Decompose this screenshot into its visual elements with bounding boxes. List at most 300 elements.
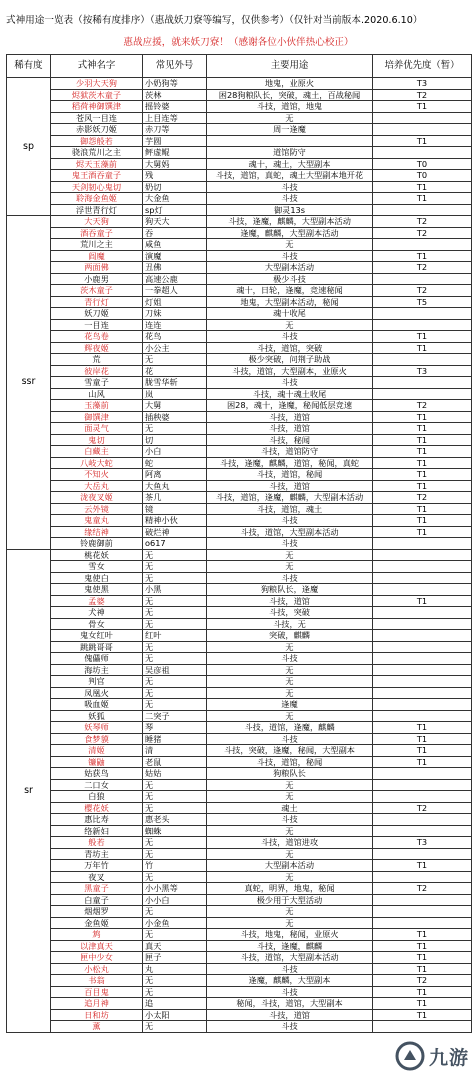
table-row <box>7 78 472 90</box>
watermark <box>359 1038 469 1074</box>
table-row <box>7 1021 472 1033</box>
header-nickname: 常见外号 <box>143 55 207 78</box>
main-use-cell: 斗技，突破，逢魔，秘闻，大型副本 <box>207 745 373 757</box>
table-row <box>7 733 472 745</box>
shikigami-name-cell: 大天狗 <box>51 216 143 228</box>
main-use-cell: 斗技，道馆，地鬼 <box>207 101 373 113</box>
header-name: 式神名字 <box>51 55 143 78</box>
main-use-cell: 斗技 <box>207 377 373 389</box>
shikigami-name-cell: 鸩 <box>51 929 143 941</box>
main-use-cell: 斗技 <box>207 963 373 975</box>
shikigami-name-cell: 判官 <box>51 676 143 688</box>
priority-cell <box>373 124 472 136</box>
table-row <box>7 423 472 435</box>
table-row <box>7 538 472 550</box>
main-use-cell: 斗技，道馆，魂土 <box>207 503 373 515</box>
nickname-cell: 上目连等 <box>143 112 207 124</box>
main-use-cell: 斗技 <box>207 814 373 826</box>
nickname-cell: 小小黑等 <box>143 883 207 895</box>
shikigami-name-cell: 泷夜叉姬 <box>51 492 143 504</box>
nickname-cell: 无 <box>143 607 207 619</box>
table-row <box>7 170 472 182</box>
shikigami-name-cell: 烟烟罗 <box>51 906 143 918</box>
table-row <box>7 825 472 837</box>
nickname-cell: 红叶 <box>143 630 207 642</box>
table-row <box>7 676 472 688</box>
priority-cell: T1 <box>373 135 472 147</box>
table-row <box>7 653 472 665</box>
priority-cell: T2 <box>373 285 472 297</box>
shikigami-name-cell: 稻荷神御馔津 <box>51 101 143 113</box>
shikigami-name-cell: 鬼切 <box>51 434 143 446</box>
table-row <box>7 89 472 101</box>
nickname-cell: 无 <box>143 641 207 653</box>
table-row <box>7 469 472 481</box>
nickname-cell: 大鱼丸 <box>143 480 207 492</box>
table-row <box>7 630 472 642</box>
nickname-cell: 小白 <box>143 446 207 458</box>
table-row <box>7 503 472 515</box>
nickname-cell: 蜘蛛 <box>143 825 207 837</box>
main-use-cell: 大型副本活动 <box>207 860 373 872</box>
priority-cell <box>373 147 472 159</box>
shikigami-name-cell: 鬼王酒吞童子 <box>51 170 143 182</box>
main-use-cell: 斗技 <box>207 515 373 527</box>
main-use-cell: 无 <box>207 710 373 722</box>
table-row <box>7 814 472 826</box>
table-row <box>7 285 472 297</box>
priority-cell <box>373 584 472 596</box>
priority-cell <box>373 319 472 331</box>
nickname-cell: 精神小伙 <box>143 515 207 527</box>
main-use-cell: 无 <box>207 825 373 837</box>
priority-cell <box>373 917 472 929</box>
priority-cell <box>373 239 472 251</box>
priority-cell <box>373 871 472 883</box>
shikigami-name-cell: 酒吞童子 <box>51 227 143 239</box>
rarity-cell: sr <box>7 549 51 1032</box>
shikigami-name-cell: 烬狱茨木童子 <box>51 89 143 101</box>
nickname-cell: 琴 <box>143 722 207 734</box>
priority-cell <box>373 377 472 389</box>
main-use-cell: 魂十收尾 <box>207 308 373 320</box>
main-use-cell: 魂十，日轮，逢魔，竞速秘闻 <box>207 285 373 297</box>
nickname-cell: 小公主 <box>143 342 207 354</box>
nickname-cell: 无 <box>143 676 207 688</box>
shikigami-name-cell: 百目鬼 <box>51 986 143 998</box>
main-use-cell: 无 <box>207 676 373 688</box>
priority-cell <box>373 354 472 366</box>
shikigami-name-cell: 两面佛 <box>51 262 143 274</box>
priority-cell: T1 <box>373 756 472 768</box>
priority-cell: T1 <box>373 940 472 952</box>
priority-cell: T0 <box>373 170 472 182</box>
nickname-cell: 无 <box>143 837 207 849</box>
shikigami-name-cell: 日和坊 <box>51 1009 143 1021</box>
nickname-cell: 演魔 <box>143 250 207 262</box>
table-header-row <box>7 55 472 78</box>
main-use-cell: 斗技，道馆，大型副本，业原火 <box>207 365 373 377</box>
table-row <box>7 860 472 872</box>
shikigami-name-cell: 骨女 <box>51 618 143 630</box>
main-use-cell: 斗技 <box>207 1021 373 1033</box>
table-row <box>7 802 472 814</box>
table-row <box>7 124 472 136</box>
priority-cell <box>373 791 472 803</box>
main-use-cell: 斗技，魂十魂土收尾 <box>207 388 373 400</box>
main-use-cell: 斗技 <box>207 733 373 745</box>
header-rarity: 稀有度 <box>7 55 51 78</box>
main-use-cell: 斗技，道馆 <box>207 595 373 607</box>
main-use-cell: 斗技，道馆，突破 <box>207 342 373 354</box>
main-use-cell <box>207 135 373 147</box>
table-row <box>7 618 472 630</box>
priority-cell: T1 <box>373 860 472 872</box>
shikigami-name-cell: 青坊主 <box>51 848 143 860</box>
main-use-cell: 困28，魂十，逢魔，秘闻低层竞速 <box>207 400 373 412</box>
table-row <box>7 1009 472 1021</box>
nickname-cell: 小金鱼 <box>143 917 207 929</box>
shikigami-name-cell: 彼岸花 <box>51 365 143 377</box>
shikigami-name-cell: 薰 <box>51 1021 143 1033</box>
nickname-cell: 无 <box>143 687 207 699</box>
table-row <box>7 457 472 469</box>
table-row <box>7 147 472 159</box>
main-use-cell: 无 <box>207 641 373 653</box>
table-body <box>7 78 472 1033</box>
nickname-cell: 摇铃婆 <box>143 101 207 113</box>
main-use-cell: 狗粮队长 <box>207 768 373 780</box>
shikigami-name-cell: 小松丸 <box>51 963 143 975</box>
shikigami-name-cell: 般若 <box>51 837 143 849</box>
nickname-cell: 无 <box>143 929 207 941</box>
main-use-cell: 无 <box>207 664 373 676</box>
priority-cell: T1 <box>373 503 472 515</box>
main-use-cell: 道馆防守 <box>207 147 373 159</box>
nickname-cell: 大金鱼 <box>143 193 207 205</box>
shikigami-name-cell: 茨木童子 <box>51 285 143 297</box>
shikigami-name-cell: 夜叉 <box>51 871 143 883</box>
shikigami-name-cell: 清姬 <box>51 745 143 757</box>
main-use-cell: 斗技，道馆 <box>207 423 373 435</box>
shikigami-name-cell: 天剑韧心鬼切 <box>51 181 143 193</box>
table-row <box>7 354 472 366</box>
table-row <box>7 768 472 780</box>
shikigami-name-cell: 不知火 <box>51 469 143 481</box>
shikigami-name-cell: 铃鹿御前 <box>51 538 143 550</box>
nickname-cell: 蛇 <box>143 457 207 469</box>
shikigami-name-cell: 云外镜 <box>51 503 143 515</box>
main-use-cell: 斗技，地鬼，秘闻，业原火 <box>207 929 373 941</box>
table-row <box>7 331 472 343</box>
table-row <box>7 319 472 331</box>
table-row <box>7 492 472 504</box>
table-row <box>7 871 472 883</box>
table-row <box>7 894 472 906</box>
table-row <box>7 446 472 458</box>
shikigami-name-cell: 大岳丸 <box>51 480 143 492</box>
nickname-cell: 吴彦祖 <box>143 664 207 676</box>
priority-cell: T2 <box>373 216 472 228</box>
table-row <box>7 400 472 412</box>
table-row <box>7 963 472 975</box>
main-use-cell: 无 <box>207 791 373 803</box>
rarity-cell: sp <box>7 78 51 216</box>
watermark-text: 九游 <box>428 1046 469 1069</box>
priority-cell <box>373 906 472 918</box>
table-row <box>7 112 472 124</box>
shikigami-name-cell: 聆海金鱼姬 <box>51 193 143 205</box>
nickname-cell: 无 <box>143 791 207 803</box>
shikigami-name-cell: 山风 <box>51 388 143 400</box>
nickname-cell: 无 <box>143 699 207 711</box>
shikigami-name-cell: 食梦貘 <box>51 733 143 745</box>
main-use-cell: 无 <box>207 917 373 929</box>
shikigami-name-cell: 二口女 <box>51 779 143 791</box>
table-row <box>7 181 472 193</box>
priority-cell: T1 <box>373 181 472 193</box>
nickname-cell: 竹 <box>143 860 207 872</box>
nickname-cell: 一拳超人 <box>143 285 207 297</box>
shikigami-name-cell: 烬天玉藻前 <box>51 158 143 170</box>
priority-cell: T2 <box>373 89 472 101</box>
main-use-cell: 无 <box>207 549 373 561</box>
table-row <box>7 480 472 492</box>
nickname-cell: 连连 <box>143 319 207 331</box>
priority-cell: T1 <box>373 423 472 435</box>
main-use-cell: 斗技，秘闻 <box>207 434 373 446</box>
shikigami-name-cell: 妖刀姬 <box>51 308 143 320</box>
priority-cell <box>373 664 472 676</box>
main-use-cell: 斗技，道馆，秘闻 <box>207 469 373 481</box>
main-use-cell: 逢魔，麒麟，大型副本 <box>207 975 373 987</box>
shikigami-name-cell: 少羽大天狗 <box>51 78 143 90</box>
main-use-cell: 斗技，突破 <box>207 607 373 619</box>
shikigami-name-cell: 吸血姬 <box>51 699 143 711</box>
table-row <box>7 377 472 389</box>
table-row <box>7 779 472 791</box>
main-use-cell: 魂十，魂土，大型副本 <box>207 158 373 170</box>
nickname-cell: 破烂神 <box>143 526 207 538</box>
main-use-cell: 斗技，道馆 <box>207 1009 373 1021</box>
nickname-cell: 无 <box>143 802 207 814</box>
shikigami-name-cell: 妖狐 <box>51 710 143 722</box>
main-use-cell: 真蛇，明界，地鬼，秘闻 <box>207 883 373 895</box>
table-row <box>7 641 472 653</box>
main-use-cell: 狗粮队长，逢魔 <box>207 584 373 596</box>
priority-cell: T1 <box>373 480 472 492</box>
nickname-cell: 无 <box>143 906 207 918</box>
priority-cell <box>373 618 472 630</box>
priority-cell <box>373 676 472 688</box>
main-use-cell: 无 <box>207 906 373 918</box>
table-row <box>7 515 472 527</box>
table-row <box>7 434 472 446</box>
shikigami-name-cell: 凤凰火 <box>51 687 143 699</box>
priority-cell: T1 <box>373 515 472 527</box>
priority-cell <box>373 572 472 584</box>
nickname-cell: 岚 <box>143 388 207 400</box>
priority-cell: T1 <box>373 952 472 964</box>
shikigami-name-cell: 海坊主 <box>51 664 143 676</box>
priority-cell: T1 <box>373 1009 472 1021</box>
nickname-cell: 无 <box>143 618 207 630</box>
shikigami-name-cell: 镰鼬 <box>51 756 143 768</box>
shikigami-name-cell: 御怨般若 <box>51 135 143 147</box>
shikigami-name-cell: 桃花妖 <box>51 549 143 561</box>
main-use-cell: 逢魔 <box>207 699 373 711</box>
main-use-cell: 斗技 <box>207 250 373 262</box>
nickname-cell: 奶切 <box>143 181 207 193</box>
main-use-cell: 斗技，道馆进攻 <box>207 837 373 849</box>
priority-cell <box>373 1021 472 1033</box>
priority-cell: T1 <box>373 446 472 458</box>
nickname-cell: 无 <box>143 975 207 987</box>
nickname-cell: 芋圆 <box>143 135 207 147</box>
shikigami-name-cell: 雪女 <box>51 561 143 573</box>
shikigami-name-cell: 姑获鸟 <box>51 768 143 780</box>
shikigami-name-cell: 惠比寿 <box>51 814 143 826</box>
header-main-use: 主要用途 <box>207 55 373 78</box>
shikigami-name-cell: 浮世青行灯 <box>51 204 143 216</box>
table-row <box>7 710 472 722</box>
priority-cell <box>373 641 472 653</box>
main-use-cell: 斗技 <box>207 572 373 584</box>
table-row <box>7 342 472 354</box>
table-row <box>7 791 472 803</box>
nickname-cell: 小黑 <box>143 584 207 596</box>
table-row <box>7 595 472 607</box>
shikigami-name-cell: 金鱼姬 <box>51 917 143 929</box>
table-row <box>7 365 472 377</box>
main-use-cell: 地鬼，大型副本活动，秘闻 <box>207 296 373 308</box>
shikigami-name-cell: 鬼女红叶 <box>51 630 143 642</box>
table-row <box>7 239 472 251</box>
main-use-cell: 斗技 <box>207 193 373 205</box>
priority-cell: T3 <box>373 365 472 377</box>
table-row <box>7 917 472 929</box>
priority-cell: T1 <box>373 745 472 757</box>
nickname-cell: 丸 <box>143 963 207 975</box>
table-row <box>7 929 472 941</box>
priority-cell: T1 <box>373 963 472 975</box>
nickname-cell: 无 <box>143 354 207 366</box>
priority-cell: T2 <box>373 400 472 412</box>
shikigami-name-cell: 白藏主 <box>51 446 143 458</box>
priority-cell: T3 <box>373 837 472 849</box>
main-use-cell: 无 <box>207 112 373 124</box>
table-row <box>7 308 472 320</box>
main-use-cell: 斗技，道馆防守 <box>207 446 373 458</box>
table-row <box>7 664 472 676</box>
nickname-cell: 匣子 <box>143 952 207 964</box>
priority-cell: T1 <box>373 342 472 354</box>
main-use-cell: 突破，麒麟 <box>207 630 373 642</box>
shikigami-name-cell: 白狼 <box>51 791 143 803</box>
header-priority: 培养优先度（暂） <box>373 55 472 78</box>
nickname-cell: 真天 <box>143 940 207 952</box>
priority-cell: T1 <box>373 250 472 262</box>
nickname-cell: 吞 <box>143 227 207 239</box>
table-row <box>7 756 472 768</box>
table-row <box>7 722 472 734</box>
shikigami-name-cell: 花鸟卷 <box>51 331 143 343</box>
priority-cell: T2 <box>373 227 472 239</box>
priority-cell <box>373 549 472 561</box>
nickname-cell: 惠老头 <box>143 814 207 826</box>
table-row <box>7 940 472 952</box>
shikigami-name-cell: 犬神 <box>51 607 143 619</box>
shikigami-name-cell: 一目连 <box>51 319 143 331</box>
table-row <box>7 204 472 216</box>
nickname-cell: 花 <box>143 365 207 377</box>
table-row <box>7 262 472 274</box>
nickname-cell: 无 <box>143 423 207 435</box>
nickname-cell: 无 <box>143 561 207 573</box>
main-use-cell: 斗技，道馆，逢魔，麒麟，大型副本活动 <box>207 492 373 504</box>
priority-cell: T3 <box>373 78 472 90</box>
priority-cell <box>373 848 472 860</box>
shikigami-name-cell: 以津真天 <box>51 940 143 952</box>
nickname-cell: 追 <box>143 998 207 1010</box>
shikigami-name-cell: 追月神 <box>51 998 143 1010</box>
main-use-cell: 极少用于大型活动 <box>207 894 373 906</box>
main-use-cell: 无 <box>207 687 373 699</box>
nickname-cell: o617 <box>143 538 207 550</box>
table-row <box>7 607 472 619</box>
main-use-cell: 魂土 <box>207 802 373 814</box>
table-row <box>7 699 472 711</box>
shikigami-name-cell: 鬼使黑 <box>51 584 143 596</box>
main-use-cell: 御灵13s <box>207 204 373 216</box>
nickname-cell: 无 <box>143 871 207 883</box>
shikigami-name-cell: 络新妇 <box>51 825 143 837</box>
priority-cell <box>373 653 472 665</box>
table-row <box>7 572 472 584</box>
shikigami-name-cell: 鬼使白 <box>51 572 143 584</box>
shikigami-name-cell: 小鹿男 <box>51 273 143 285</box>
main-use-cell: 斗技 <box>207 653 373 665</box>
table-row <box>7 296 472 308</box>
shikigami-name-cell: 缘结神 <box>51 526 143 538</box>
shikigami-name-cell: 鬼童丸 <box>51 515 143 527</box>
shikigami-name-cell: 书翁 <box>51 975 143 987</box>
main-use-cell: 斗技，逢魔，麒麟，道馆，秘闻，真蛇 <box>207 457 373 469</box>
table-row <box>7 411 472 423</box>
main-use-cell: 周一逢魔 <box>207 124 373 136</box>
priority-cell: T1 <box>373 929 472 941</box>
main-use-cell: 斗技，道馆，真蛇，魂土大型副本地开花 <box>207 170 373 182</box>
nickname-cell: 灯姐 <box>143 296 207 308</box>
priority-cell: T1 <box>373 733 472 745</box>
table-row <box>7 158 472 170</box>
main-use-cell: 无 <box>207 779 373 791</box>
main-use-cell: 斗技，道馆 <box>207 480 373 492</box>
priority-cell: T1 <box>373 457 472 469</box>
main-use-cell: 斗技 <box>207 181 373 193</box>
shikigami-name-cell: 荒川之主 <box>51 239 143 251</box>
priority-cell <box>373 204 472 216</box>
priority-cell: T1 <box>373 411 472 423</box>
main-use-cell: 斗技，道馆，逢魔，麒麟 <box>207 722 373 734</box>
table-row <box>7 526 472 538</box>
table-row <box>7 227 472 239</box>
main-use-cell: 无 <box>207 561 373 573</box>
priority-cell <box>373 561 472 573</box>
nine-game-logo-icon <box>395 1041 425 1071</box>
shikigami-name-cell: 骁浪荒川之主 <box>51 147 143 159</box>
main-use-cell: 极少突破，问荆子助战 <box>207 354 373 366</box>
